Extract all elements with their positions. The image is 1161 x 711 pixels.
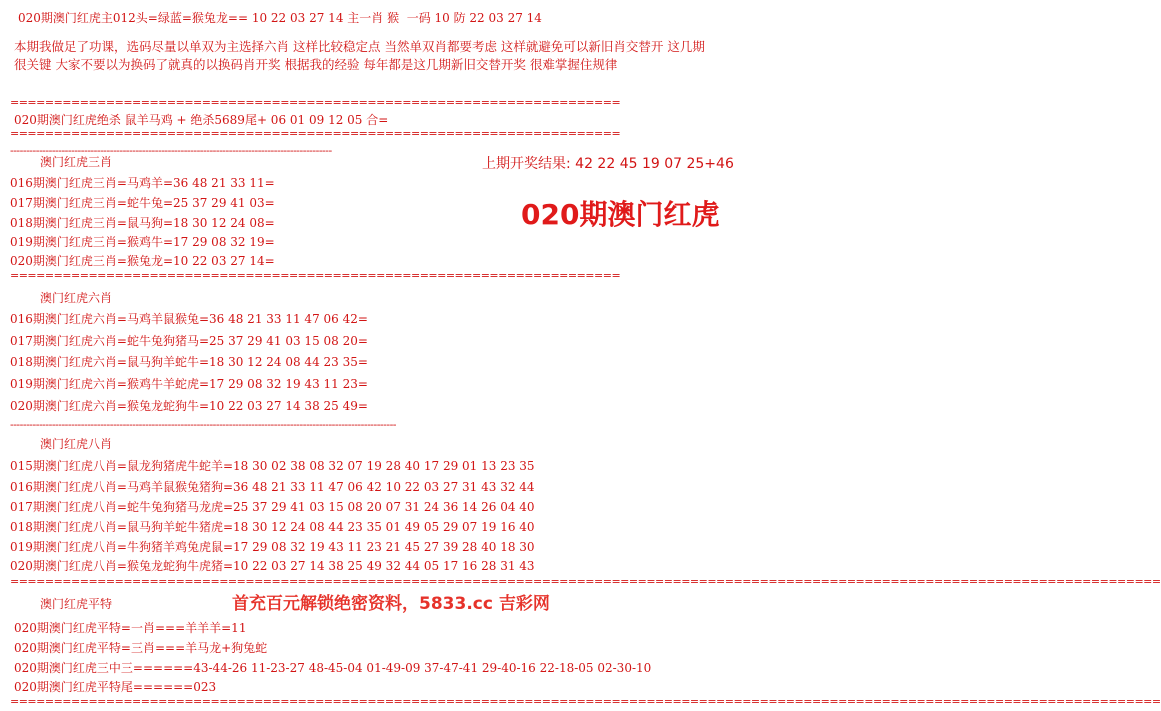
last-result: 上期开奖结果: 42 22 45 19 07 25+46	[482, 156, 734, 172]
section-title-eight: 澳门红虎八肖	[40, 437, 113, 451]
six-row: 020期澳门红虎六肖=猴兔龙蛇狗牛=10 22 03 27 14 38 25 49=	[10, 399, 368, 413]
divider: ====================================================================================================================================	[10, 695, 1161, 708]
section-title-six: 澳门红虎六肖	[40, 291, 113, 305]
six-row: 019期澳门红虎六肖=猴鸡牛羊蛇虎=17 29 08 32 19 43 11 23=	[10, 377, 368, 391]
section-title-flat: 澳门红虎平特	[40, 597, 113, 611]
big-title: 020期澳门红虎	[521, 198, 720, 231]
divider: ======================================================================	[10, 96, 621, 109]
three-row: 016期澳门红虎三肖=马鸡羊=36 48 21 33 11=	[10, 176, 275, 190]
eight-row: 018期澳门红虎八肖=鼠马狗羊蛇牛猪虎=18 30 12 24 08 44 23 35 01 49 05 29 07 19 16 40	[10, 520, 535, 534]
eight-row: 020期澳门红虎八肖=猴兔龙蛇狗牛虎猪=10 22 03 27 14 38 25 49 32 44 05 17 16 28 31 43	[10, 559, 535, 573]
six-row: 017期澳门红虎六肖=蛇牛兔狗猪马=25 37 29 41 03 15 08 20=	[10, 334, 368, 348]
divider: ======================================================================	[10, 269, 621, 282]
flat-row: 020期澳门红虎平特尾======023	[14, 680, 217, 694]
intro-paragraph: 本期我做足了功课，选码尽量以单双为主选择六肖 这样比较稳定点 当然单双肖都要考虑 这样就避免可以新旧肖交替开 这几期很关键 大家不要以为换码了就真的以换码肖开奖 根据我的经验 每年都是这几期新旧交替开奖 很难掌握住规律	[14, 39, 705, 72]
promo-banner: 首充百元解锁绝密资料，5833.cc 吉彩网	[232, 594, 550, 614]
section-title-three: 澳门红虎三肖	[40, 155, 113, 169]
three-row: 018期澳门红虎三肖=鼠马狗=18 30 12 24 08=	[10, 216, 275, 230]
divider: ----------------------------------------------------------------------------------------------------	[10, 144, 332, 157]
header-line: 020期澳门红虎主012头=绿蓝=猴兔龙== 10 22 03 27 14 主一肖 猴 一码 10 防 22 03 27 14	[18, 11, 542, 25]
flat-row: 020期澳门红虎平特=一肖===羊羊羊=11	[14, 621, 247, 635]
eight-row: 017期澳门红虎八肖=蛇牛兔狗猪马龙虎=25 37 29 41 03 15 08 20 07 31 24 36 14 26 04 40	[10, 500, 535, 514]
eight-row: 015期澳门红虎八肖=鼠龙狗猪虎牛蛇羊=18 30 02 38 08 32 07 19 28 40 17 29 01 13 23 35	[10, 459, 535, 473]
three-row: 019期澳门红虎三肖=猴鸡牛=17 29 08 32 19=	[10, 235, 275, 249]
kill-line: 020期澳门红虎绝杀 鼠羊马鸡 + 绝杀5689尾+ 06 01 09 12 05 合=	[14, 113, 389, 127]
three-row: 017期澳门红虎三肖=蛇牛兔=25 37 29 41 03=	[10, 196, 275, 210]
three-row: 020期澳门红虎三肖=猴兔龙=10 22 03 27 14=	[10, 254, 275, 268]
divider: ------------------------------------------------------------------------------------------------------------------------	[10, 418, 397, 431]
eight-row: 016期澳门红虎八肖=马鸡羊鼠猴兔猪狗=36 48 21 33 11 47 06 42 10 22 03 27 31 43 32 44	[10, 480, 535, 494]
flat-row: 020期澳门红虎三中三======43-44-26 11-23-27 48-45-04 01-49-09 37-47-41 29-40-16 22-18-05 02-30-10	[14, 661, 652, 675]
six-row: 018期澳门红虎六肖=鼠马狗羊蛇牛=18 30 12 24 08 44 23 35=	[10, 355, 368, 369]
eight-row: 019期澳门红虎八肖=牛狗猪羊鸡兔虎鼠=17 29 08 32 19 43 11 23 21 45 27 39 28 40 18 30	[10, 540, 535, 554]
flat-row: 020期澳门红虎平特=三肖===羊马龙+狗兔蛇	[14, 641, 268, 655]
six-row: 016期澳门红虎六肖=马鸡羊鼠猴兔=36 48 21 33 11 47 06 42=	[10, 312, 368, 326]
divider: ====================================================================================================================================	[10, 575, 1161, 588]
divider: ======================================================================	[10, 127, 621, 140]
